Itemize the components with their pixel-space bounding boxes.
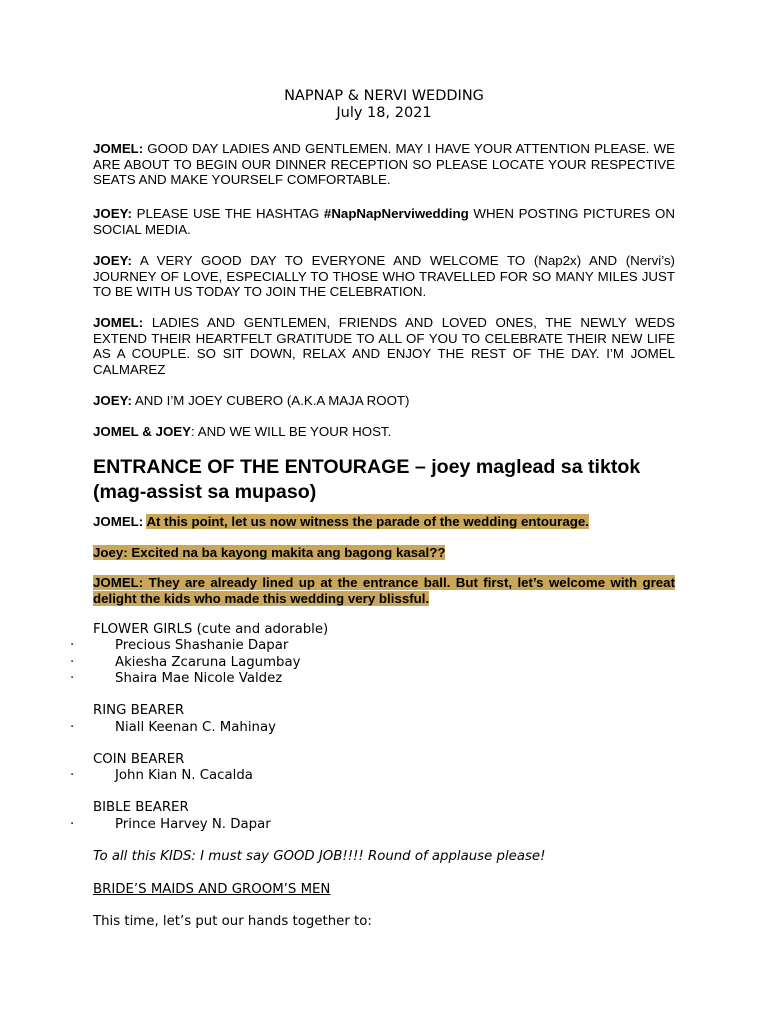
entrance-line-3 (93, 575, 675, 607)
section-heading: BRIDE’S MAIDS AND GROOM’S MEN (93, 882, 331, 897)
bullet: · (70, 768, 75, 783)
script-text: AND I’M JOEY CUBERO (A.K.A MAJA ROOT) (131, 393, 410, 408)
bullet: · (70, 817, 75, 832)
script-text: : AND WE WILL BE YOUR HOST. (191, 424, 392, 439)
entrance-line-2 (93, 545, 675, 561)
speaker-label: JOEY: (93, 393, 132, 408)
highlighted-text: At this point, let us now witness the parade of the wedding entourage. (146, 514, 589, 529)
hashtag: #NapNapNerviwedding (323, 206, 469, 221)
entrance-heading: ENTRANCE OF THE ENTOURAGE – joey maglead sa tiktok (mag-assist sa mupaso) (93, 456, 641, 503)
script-line-hosts (93, 424, 675, 440)
coin-bearer-name: John Kian N. Cacalda (115, 768, 253, 783)
bullet: · (70, 720, 75, 735)
script-text: A VERY GOOD DAY TO EVERYONE AND WELCOME TO (Nap2x) AND (Nervi’s) JOURNEY OF LOVE, ESPECIALLY TO THOSE WHO TRAVELLED FOR SO MANY MILES JUST TO BE WITH US TODAY TO JOIN THE CELEBRATION. (93, 253, 675, 300)
flower-girl-name: Precious Shashanie Dapar (115, 638, 289, 653)
flower-girl-name: Akiesha Zcaruna Lagumbay (115, 655, 301, 670)
document-date: July 18, 2021 (336, 105, 432, 121)
highlighted-text: Joey: Excited na ba kayong makita ang bagong kasal?? (93, 545, 446, 560)
speaker-label: JOMEL: (93, 514, 144, 529)
coin-bearer-label: COIN BEARER (93, 752, 185, 767)
speaker-label: JOMEL: (93, 141, 144, 156)
highlighted-text: JOMEL: They are already lined up at the entrance ball. But first, let’s welcome with great delight the kids who made this wedding very blissful. (93, 575, 675, 606)
entrance-line-1 (93, 514, 675, 530)
speaker-label: JOMEL: (93, 315, 144, 330)
script-text: WHEN POSTING PICTURES ON SOCIAL MEDIA. (93, 206, 676, 237)
speaker-label: JOMEL & JOEY (93, 424, 192, 439)
bible-bearer-label: BIBLE BEARER (93, 800, 189, 815)
script-line-joey-hashtag (93, 206, 675, 237)
bible-bearer-name: Prince Harvey N. Dapar (115, 817, 271, 832)
ring-bearer-name: Niall Keenan C. Mahinay (115, 720, 276, 735)
script-line-jomel-2 (93, 315, 675, 377)
speaker-label: JOEY: (93, 206, 132, 221)
bullet: · (70, 638, 75, 653)
bullet: · (70, 655, 75, 670)
flower-girls-label: FLOWER GIRLS (cute and adorable) (93, 622, 329, 637)
speaker-label: JOEY: (93, 253, 132, 268)
applause-line: To all this KIDS: I must say GOOD JOB!!!! Round of applause please! (93, 849, 546, 864)
intro-line: This time, let’s put our hands together to: (93, 914, 372, 929)
script-text: LADIES AND GENTLEMEN, FRIENDS AND LOVED ONES, THE NEWLY WEDS EXTEND THEIR HEARTFELT GRATITUDE TO ALL OF YOU TO CELEBRATE THEIR NEW LIFE AS A COUPLE. SO SIT DOWN, RELAX AND ENJOY THE REST OF THE DAY. I’M JOMEL CALMAREZ (93, 315, 675, 377)
script-text: PLEASE USE THE HASHTAG (131, 206, 324, 221)
flower-girl-name: Shaira Mae Nicole Valdez (115, 671, 283, 686)
script-text: GOOD DAY LADIES AND GENTLEMEN. MAY I HAVE YOUR ATTENTION PLEASE. WE ARE ABOUT TO BEGIN OUR DINNER RECEPTION SO PLEASE LOCATE YOUR RESPECTIVE SEATS AND MAKE YOURSELF COMFORTABLE. (93, 141, 675, 188)
script-line-joey-intro (93, 393, 675, 409)
title-block (0, 88, 768, 122)
ring-bearer-label: RING BEARER (93, 703, 185, 718)
document-title: NAPNAP & NERVI WEDDING (284, 88, 484, 104)
script-line-joey-welcome (93, 253, 675, 300)
bullet: · (70, 671, 75, 686)
script-line-jomel-1 (93, 141, 675, 188)
